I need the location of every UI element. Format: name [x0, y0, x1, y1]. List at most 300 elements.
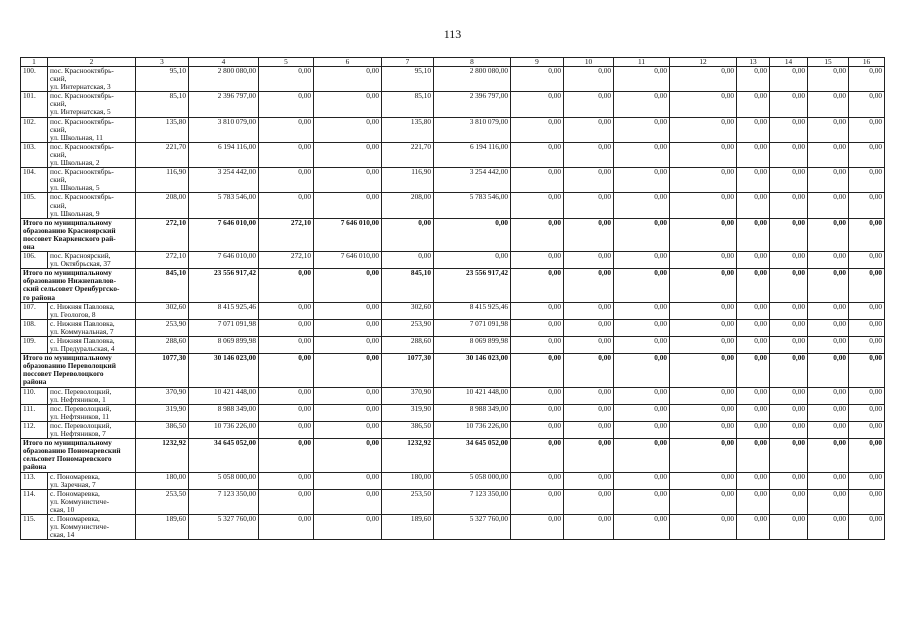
- row-number: 109.: [21, 337, 48, 354]
- total-label-line: образованию Пономаревский: [23, 446, 121, 456]
- address-cell: [48, 489, 136, 514]
- address-line: с. Нижняя Павловка,: [50, 319, 115, 328]
- value-cell: 0,00: [849, 354, 885, 387]
- total-label-line: Итого по муниципальному: [23, 353, 112, 363]
- value-cell: 3 810 079,00: [189, 117, 259, 142]
- value-cell: 0,00: [670, 252, 737, 269]
- value-cell: 7 646 010,00: [314, 252, 382, 269]
- value-cell: 7 071 091,98: [189, 319, 259, 336]
- table-row: [21, 387, 885, 404]
- value-cell: 85,10: [382, 92, 434, 117]
- value-cell: 0,00: [808, 472, 849, 489]
- value-cell: 0,00: [614, 421, 670, 438]
- value-cell: 288,60: [136, 337, 189, 354]
- value-cell: 0,00: [614, 337, 670, 354]
- value-cell: 0,00: [849, 421, 885, 438]
- value-cell: 0,00: [808, 67, 849, 92]
- column-number: 9: [511, 58, 564, 67]
- value-cell: 7 123 350,00: [434, 489, 511, 514]
- address-cell: [48, 193, 136, 218]
- value-cell: 0,00: [670, 92, 737, 117]
- address-line: ул. Коммунистиче-: [50, 496, 109, 506]
- address-line: пос. Краснооктябрь-: [50, 117, 114, 126]
- value-cell: 0,00: [670, 218, 737, 251]
- value-cell: 253,50: [136, 489, 189, 514]
- row-number: 114.: [21, 489, 48, 514]
- value-cell: 0,00: [314, 168, 382, 193]
- value-cell: 0,00: [670, 337, 737, 354]
- value-cell: 0,00: [808, 319, 849, 336]
- total-label-line: она: [23, 241, 35, 251]
- address-line: ул. Предуральская, 4: [50, 344, 115, 354]
- row-number: 103.: [21, 142, 48, 167]
- value-cell: 0,00: [770, 193, 808, 218]
- address-cell: [48, 319, 136, 336]
- value-cell: 8 069 899,98: [189, 337, 259, 354]
- value-cell: 0,00: [314, 193, 382, 218]
- value-cell: 8 415 925,46: [434, 302, 511, 319]
- column-number: 6: [314, 58, 382, 67]
- row-number: 106.: [21, 252, 48, 269]
- value-cell: 0,00: [511, 142, 564, 167]
- value-cell: 3 254 442,00: [434, 168, 511, 193]
- address-cell: [48, 337, 136, 354]
- table-row: [21, 302, 885, 319]
- value-cell: 0,00: [511, 472, 564, 489]
- row-number: 102.: [21, 117, 48, 142]
- total-row: [21, 269, 885, 302]
- value-cell: 0,00: [511, 67, 564, 92]
- value-cell: 0,00: [849, 337, 885, 354]
- address-cell: [48, 252, 136, 269]
- value-cell: 0,00: [737, 252, 770, 269]
- value-cell: 0,00: [770, 337, 808, 354]
- value-cell: 0,00: [259, 439, 314, 472]
- address-line: ский,: [50, 149, 67, 159]
- value-cell: 10 736 226,00: [189, 421, 259, 438]
- value-cell: 0,00: [564, 439, 614, 472]
- value-cell: 0,00: [670, 193, 737, 218]
- value-cell: 0,00: [849, 92, 885, 117]
- value-cell: 0,00: [511, 193, 564, 218]
- table-row: [21, 193, 885, 218]
- value-cell: 0,00: [849, 489, 885, 514]
- value-cell: 0,00: [614, 514, 670, 539]
- column-number: 3: [136, 58, 189, 67]
- value-cell: 0,00: [670, 142, 737, 167]
- total-row: [21, 218, 885, 251]
- row-number: 107.: [21, 302, 48, 319]
- value-cell: 0,00: [770, 404, 808, 421]
- value-cell: 0,00: [770, 387, 808, 404]
- value-cell: 0,00: [849, 168, 885, 193]
- value-cell: 8 069 899,98: [434, 337, 511, 354]
- address-line: пос. Переволоцкий,: [50, 404, 112, 413]
- address-line: с. Нижняя Павловка,: [50, 302, 115, 311]
- value-cell: 1232,92: [136, 439, 189, 472]
- address-cell: [48, 67, 136, 92]
- value-cell: 0,00: [564, 404, 614, 421]
- value-cell: 0,00: [614, 252, 670, 269]
- address-line: ул. Коммунальная, 7: [50, 326, 114, 336]
- value-cell: 0,00: [564, 67, 614, 92]
- value-cell: 0,00: [770, 117, 808, 142]
- value-cell: 0,00: [614, 92, 670, 117]
- value-cell: 0,00: [808, 302, 849, 319]
- value-cell: 95,10: [382, 67, 434, 92]
- value-cell: 0,00: [737, 117, 770, 142]
- value-cell: 0,00: [434, 252, 511, 269]
- address-line: с. Нижняя Павловка,: [50, 336, 115, 345]
- value-cell: 30 146 023,00: [434, 354, 511, 387]
- value-cell: 0,00: [808, 354, 849, 387]
- value-cell: 189,60: [382, 514, 434, 539]
- value-cell: 0,00: [770, 439, 808, 472]
- value-cell: 370,90: [382, 387, 434, 404]
- value-cell: 0,00: [314, 472, 382, 489]
- value-cell: 0,00: [670, 302, 737, 319]
- address-line: ул. Интернатская, 3: [50, 82, 111, 92]
- address-line: пос. Краснооктябрь-: [50, 91, 114, 101]
- value-cell: 0,00: [808, 337, 849, 354]
- address-line: пос. Переволоцкий,: [50, 421, 112, 430]
- value-cell: 0,00: [849, 302, 885, 319]
- address-line: ский,: [50, 175, 67, 185]
- row-number: 104.: [21, 168, 48, 193]
- value-cell: 0,00: [770, 67, 808, 92]
- value-cell: 10 421 448,00: [189, 387, 259, 404]
- value-cell: 5 783 546,00: [189, 193, 259, 218]
- value-cell: 0,00: [259, 387, 314, 404]
- value-cell: 0,00: [564, 193, 614, 218]
- value-cell: 0,00: [314, 319, 382, 336]
- value-cell: 0,00: [737, 354, 770, 387]
- value-cell: 7 071 091,98: [434, 319, 511, 336]
- value-cell: 0,00: [511, 337, 564, 354]
- value-cell: 34 645 052,00: [189, 439, 259, 472]
- row-number: 110.: [21, 387, 48, 404]
- address-line: ул. Нефтяников, 1: [50, 394, 106, 404]
- value-cell: 0,00: [259, 404, 314, 421]
- value-cell: 0,00: [770, 92, 808, 117]
- address-line: ул. Октябрьская, 37: [50, 259, 111, 269]
- value-cell: 208,00: [136, 193, 189, 218]
- value-cell: 0,00: [770, 421, 808, 438]
- total-row: [21, 439, 885, 472]
- value-cell: 0,00: [564, 489, 614, 514]
- value-cell: 0,00: [511, 489, 564, 514]
- value-cell: 0,00: [614, 319, 670, 336]
- address-line: ская, 14: [50, 530, 75, 540]
- address-cell: [48, 168, 136, 193]
- value-cell: 0,00: [808, 514, 849, 539]
- value-cell: 180,00: [382, 472, 434, 489]
- value-cell: 0,00: [564, 319, 614, 336]
- value-cell: 0,00: [737, 142, 770, 167]
- value-cell: 0,00: [614, 489, 670, 514]
- value-cell: 1077,30: [382, 354, 434, 387]
- value-cell: 0,00: [670, 67, 737, 92]
- value-cell: 302,60: [136, 302, 189, 319]
- address-line: ул. Школьная, 9: [50, 208, 100, 218]
- value-cell: 0,00: [511, 269, 564, 302]
- value-cell: 0,00: [737, 218, 770, 251]
- address-line: ул. Школьная, 2: [50, 158, 100, 168]
- value-cell: 253,90: [136, 319, 189, 336]
- value-cell: 0,00: [564, 354, 614, 387]
- value-cell: 0,00: [259, 319, 314, 336]
- address-line: ул. Интернатская, 5: [50, 107, 111, 117]
- value-cell: 5 327 760,00: [434, 514, 511, 539]
- value-cell: 5 058 000,00: [434, 472, 511, 489]
- value-cell: 0,00: [849, 117, 885, 142]
- value-cell: 0,00: [737, 387, 770, 404]
- value-cell: 0,00: [314, 489, 382, 514]
- value-cell: 180,00: [136, 472, 189, 489]
- total-label-line: ский сельсовет Оренбургско-: [23, 284, 120, 294]
- value-cell: 0,00: [770, 472, 808, 489]
- value-cell: 0,00: [808, 387, 849, 404]
- value-cell: 135,80: [382, 117, 434, 142]
- value-cell: 0,00: [314, 354, 382, 387]
- column-number: 16: [849, 58, 885, 67]
- value-cell: 7 646 010,00: [189, 218, 259, 251]
- value-cell: 6 194 116,00: [434, 142, 511, 167]
- value-cell: 0,00: [314, 439, 382, 472]
- value-cell: 0,00: [770, 354, 808, 387]
- value-cell: 2 800 080,00: [189, 67, 259, 92]
- address-cell: [48, 421, 136, 438]
- column-number: 8: [434, 58, 511, 67]
- total-label-line: поссовет Переволоцкого: [23, 369, 104, 379]
- value-cell: 0,00: [614, 142, 670, 167]
- address-line: ул. Школьная, 11: [50, 132, 103, 142]
- value-cell: 2 396 797,00: [434, 92, 511, 117]
- value-cell: 7 123 350,00: [189, 489, 259, 514]
- value-cell: 0,00: [808, 252, 849, 269]
- value-cell: 0,00: [808, 142, 849, 167]
- value-cell: 0,00: [511, 92, 564, 117]
- value-cell: 0,00: [564, 337, 614, 354]
- value-cell: 0,00: [737, 92, 770, 117]
- value-cell: 0,00: [614, 269, 670, 302]
- value-cell: 0,00: [564, 269, 614, 302]
- row-number: 100.: [21, 67, 48, 92]
- value-cell: 0,00: [259, 92, 314, 117]
- value-cell: 0,00: [737, 472, 770, 489]
- address-line: с. Пономаревка,: [50, 472, 100, 481]
- total-label-line: образованию Нижнепавлов-: [23, 276, 116, 286]
- value-cell: 0,00: [737, 302, 770, 319]
- table-row: [21, 404, 885, 421]
- table-row: [21, 489, 885, 514]
- table-row: [21, 252, 885, 269]
- value-cell: 302,60: [382, 302, 434, 319]
- value-cell: 0,00: [259, 354, 314, 387]
- column-number-row: [21, 58, 885, 67]
- value-cell: 272,10: [259, 218, 314, 251]
- value-cell: 0,00: [808, 439, 849, 472]
- column-number: 10: [564, 58, 614, 67]
- value-cell: 23 556 917,42: [434, 269, 511, 302]
- table-row: [21, 92, 885, 117]
- value-cell: 2 396 797,00: [189, 92, 259, 117]
- value-cell: 0,00: [511, 302, 564, 319]
- total-label-line: сельсовет Пономаревского: [23, 454, 112, 464]
- value-cell: 0,00: [259, 302, 314, 319]
- value-cell: 0,00: [314, 117, 382, 142]
- value-cell: 135,80: [136, 117, 189, 142]
- table-row: [21, 319, 885, 336]
- table-row: [21, 337, 885, 354]
- column-number: 4: [189, 58, 259, 67]
- value-cell: 0,00: [314, 421, 382, 438]
- value-cell: 0,00: [259, 67, 314, 92]
- value-cell: 0,00: [259, 269, 314, 302]
- table-row: [21, 67, 885, 92]
- value-cell: 0,00: [770, 168, 808, 193]
- data-table: [20, 57, 885, 540]
- value-cell: 0,00: [314, 404, 382, 421]
- column-number: 13: [737, 58, 770, 67]
- value-cell: 0,00: [614, 404, 670, 421]
- column-number: 1: [21, 58, 48, 67]
- row-number: 112.: [21, 421, 48, 438]
- value-cell: 0,00: [434, 218, 511, 251]
- value-cell: 0,00: [382, 218, 434, 251]
- value-cell: 0,00: [670, 117, 737, 142]
- column-number: 15: [808, 58, 849, 67]
- value-cell: 0,00: [564, 302, 614, 319]
- value-cell: 0,00: [614, 67, 670, 92]
- address-line: ский,: [50, 99, 67, 109]
- address-line: пос. Красноярский,: [50, 251, 111, 261]
- column-number: 7: [382, 58, 434, 67]
- value-cell: 0,00: [849, 514, 885, 539]
- value-cell: 0,00: [564, 117, 614, 142]
- address-line: пос. Краснооктябрь-: [50, 66, 114, 75]
- value-cell: 0,00: [511, 387, 564, 404]
- value-cell: 0,00: [259, 337, 314, 354]
- value-cell: 0,00: [314, 302, 382, 319]
- address-line: ул. Нефтяников, 11: [50, 411, 110, 421]
- value-cell: 0,00: [614, 387, 670, 404]
- value-cell: 0,00: [849, 387, 885, 404]
- table-row: [21, 421, 885, 438]
- column-number: 2: [48, 58, 136, 67]
- value-cell: 0,00: [737, 193, 770, 218]
- value-cell: 0,00: [564, 472, 614, 489]
- value-cell: 8 988 349,00: [189, 404, 259, 421]
- value-cell: 7 646 010,00: [314, 218, 382, 251]
- value-cell: 0,00: [737, 439, 770, 472]
- value-cell: 0,00: [614, 218, 670, 251]
- value-cell: 0,00: [849, 67, 885, 92]
- value-cell: 0,00: [511, 218, 564, 251]
- value-cell: 0,00: [670, 472, 737, 489]
- address-line: с. Пономаревка,: [50, 489, 100, 498]
- value-cell: 0,00: [770, 489, 808, 514]
- column-number: 12: [670, 58, 737, 67]
- value-cell: 0,00: [808, 404, 849, 421]
- value-cell: 845,10: [136, 269, 189, 302]
- value-cell: 0,00: [670, 269, 737, 302]
- value-cell: 0,00: [259, 472, 314, 489]
- value-cell: 253,50: [382, 489, 434, 514]
- table-row: [21, 514, 885, 539]
- table-row: [21, 117, 885, 142]
- address-line: пос. Краснооктябрь-: [50, 167, 114, 177]
- value-cell: 0,00: [737, 337, 770, 354]
- value-cell: 0,00: [670, 514, 737, 539]
- value-cell: 0,00: [614, 354, 670, 387]
- value-cell: 0,00: [511, 439, 564, 472]
- value-cell: 0,00: [670, 439, 737, 472]
- table-row: [21, 472, 885, 489]
- value-cell: 1232,92: [382, 439, 434, 472]
- address-line: ул. Школьная, 5: [50, 183, 100, 193]
- value-cell: 208,00: [382, 193, 434, 218]
- value-cell: 0,00: [808, 269, 849, 302]
- total-label-line: поссовет Кваркенского рай-: [23, 233, 116, 243]
- value-cell: 0,00: [808, 193, 849, 218]
- value-cell: 5 058 000,00: [189, 472, 259, 489]
- value-cell: 0,00: [808, 92, 849, 117]
- value-cell: 189,60: [136, 514, 189, 539]
- value-cell: 116,90: [382, 168, 434, 193]
- value-cell: 0,00: [808, 117, 849, 142]
- address-line: ский,: [50, 74, 67, 84]
- value-cell: 0,00: [314, 142, 382, 167]
- value-cell: 0,00: [314, 92, 382, 117]
- value-cell: 0,00: [737, 404, 770, 421]
- total-label-line: го района: [23, 292, 56, 302]
- value-cell: 30 146 023,00: [189, 354, 259, 387]
- value-cell: 95,10: [136, 67, 189, 92]
- value-cell: 0,00: [737, 319, 770, 336]
- total-label-line: района: [23, 462, 47, 472]
- value-cell: 272,10: [136, 252, 189, 269]
- value-cell: 0,00: [511, 168, 564, 193]
- total-label: [21, 218, 136, 251]
- value-cell: 0,00: [614, 472, 670, 489]
- value-cell: 0,00: [614, 193, 670, 218]
- column-number: 11: [614, 58, 670, 67]
- address-line: ский,: [50, 124, 67, 134]
- value-cell: 0,00: [849, 142, 885, 167]
- value-cell: 0,00: [808, 218, 849, 251]
- total-label-line: района: [23, 377, 47, 387]
- value-cell: 0,00: [670, 489, 737, 514]
- value-cell: 6 194 116,00: [189, 142, 259, 167]
- value-cell: 0,00: [737, 421, 770, 438]
- value-cell: 8 415 925,46: [189, 302, 259, 319]
- value-cell: 845,10: [382, 269, 434, 302]
- value-cell: 221,70: [382, 142, 434, 167]
- value-cell: 288,60: [382, 337, 434, 354]
- address-cell: [48, 302, 136, 319]
- total-label-line: образованию Красноярский: [23, 225, 116, 235]
- value-cell: 0,00: [564, 92, 614, 117]
- value-cell: 0,00: [770, 319, 808, 336]
- value-cell: 0,00: [737, 168, 770, 193]
- value-cell: 0,00: [770, 302, 808, 319]
- value-cell: 0,00: [259, 142, 314, 167]
- value-cell: 5 783 546,00: [434, 193, 511, 218]
- value-cell: 0,00: [259, 193, 314, 218]
- value-cell: 0,00: [670, 421, 737, 438]
- total-label-line: Итого по муниципальному: [23, 218, 112, 227]
